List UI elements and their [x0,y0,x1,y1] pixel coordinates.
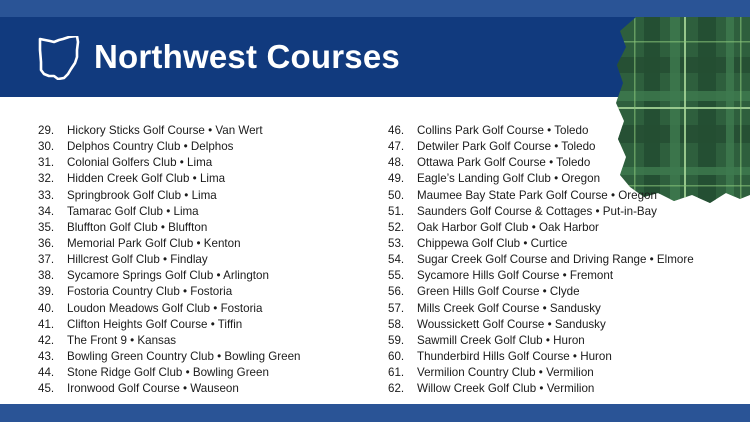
course-name: Eagle’s Landing Golf Club • Oregon [417,172,601,186]
course-name: Green Hills Golf Course • Clyde [417,285,580,299]
course-number: 55. [388,269,405,283]
list-item [388,268,708,284]
course-name: Delphos Country Club • Delphos [67,140,234,154]
course-number: 52. [388,220,405,234]
course-number: 35. [38,220,55,234]
course-number: 29. [38,124,55,137]
list-item [38,284,378,300]
list-item [388,381,708,397]
list-item [38,365,378,381]
course-number: 58. [388,317,405,331]
course-name: Fostoria Country Club • Fostoria [67,285,233,299]
list-item [388,123,708,139]
course-name: Hidden Creek Golf Club • Lima [67,172,226,186]
list-item [38,252,378,268]
course-name: Hickory Sticks Golf Course • Van Wert [67,124,263,137]
course-name: Mills Creek Golf Course • Sandusky [417,301,601,315]
list-item [388,188,708,204]
course-number: 60. [388,349,405,363]
list-item [38,139,378,155]
course-number: 33. [38,188,55,202]
course-name: Woussickett Golf Course • Sandusky [417,317,606,331]
course-number: 42. [38,333,55,347]
course-name: Springbrook Golf Club • Lima [67,188,217,202]
bottom-accent-bar [0,404,750,422]
course-number: 32. [38,172,55,186]
list-item [38,236,378,252]
course-number: 57. [388,301,405,315]
list-item [38,349,378,365]
course-name: Collins Park Golf Course • Toledo [417,124,589,137]
course-number: 44. [38,366,55,380]
course-name: Clifton Heights Golf Course • Tiffin [67,317,243,331]
list-item [388,349,708,365]
course-name: Hillcrest Golf Club • Findlay [67,253,208,267]
list-item [38,333,378,349]
course-name: Sugar Creek Golf Course and Driving Range • Elmore [417,253,694,267]
course-number: 47. [388,140,405,154]
course-number: 36. [38,236,55,250]
course-number: 38. [38,269,55,283]
list-item [388,236,708,252]
course-name: Stone Ridge Golf Club • Bowling Green [67,366,269,380]
list-item [388,204,708,220]
course-name: Vermilion Country Club • Vermilion [417,366,594,380]
course-number: 30. [38,140,55,154]
list-item [38,268,378,284]
course-name: Sycamore Springs Golf Club • Arlington [67,269,269,283]
course-number: 62. [388,382,405,396]
course-number: 51. [388,204,405,218]
list-item [388,284,708,300]
course-name: Ironwood Golf Course • Wauseon [67,382,239,396]
list-item [38,204,378,220]
course-number: 50. [388,188,405,202]
course-name: Memorial Park Golf Club • Kenton [67,236,241,250]
course-name: Sycamore Hills Golf Course • Fremont [417,269,614,283]
list-item [388,301,708,317]
course-name: Bowling Green Country Club • Bowling Green [67,349,301,363]
course-name: Oak Harbor Golf Club • Oak Harbor [417,220,599,234]
list-item [38,317,378,333]
course-name: Ottawa Park Golf Course • Toledo [417,156,591,170]
list-item [38,381,378,397]
course-number: 53. [388,236,405,250]
course-number: 49. [388,172,405,186]
course-list-right [388,123,708,397]
course-name: Loudon Meadows Golf Club • Fostoria [67,301,263,315]
course-name: Chippewa Golf Club • Curtice [417,236,568,250]
course-number: 46. [388,124,405,137]
course-name: Willow Creek Golf Club • Vermilion [417,382,595,396]
course-number: 34. [38,204,55,218]
list-item [388,252,708,268]
list-item [388,171,708,187]
page-title: Northwest Courses [94,38,400,75]
course-name: Thunderbird Hills Golf Course • Huron [417,349,612,363]
top-accent-strip [0,0,750,17]
course-number: 54. [388,253,405,267]
list-item [388,333,708,349]
list-item [388,155,708,171]
course-number: 56. [388,285,405,299]
course-number: 61. [388,366,405,380]
course-number: 48. [388,156,405,170]
list-item [38,301,378,317]
course-list-left [38,123,378,397]
course-name: Sawmill Creek Golf Club • Huron [417,333,585,347]
list-item [38,188,378,204]
course-number: 40. [38,301,55,315]
course-number: 31. [38,156,55,170]
course-name: Detwiler Park Golf Course • Toledo [417,140,596,154]
course-name: Maumee Bay State Park Golf Course • Oregon [417,188,657,202]
course-number: 43. [38,349,55,363]
list-item [38,155,378,171]
list-item [388,220,708,236]
course-name: Colonial Golfers Club • Lima [67,156,213,170]
course-name: Saunders Golf Course & Cottages • Put-in-Bay [417,204,657,218]
list-item [38,220,378,236]
course-number: 45. [38,382,55,396]
ohio-state-outline-icon [38,36,80,80]
course-number: 39. [38,285,55,299]
list-item [388,365,708,381]
list-item [38,171,378,187]
course-number: 59. [388,333,405,347]
course-name: Tamarac Golf Club • Lima [67,204,199,218]
course-name: Bluffton Golf Club • Bluffton [67,220,208,234]
list-item [388,317,708,333]
course-name: The Front 9 • Kansas [67,333,177,347]
course-number: 37. [38,253,55,267]
list-item [38,123,378,139]
course-number: 41. [38,317,55,331]
list-item [388,139,708,155]
